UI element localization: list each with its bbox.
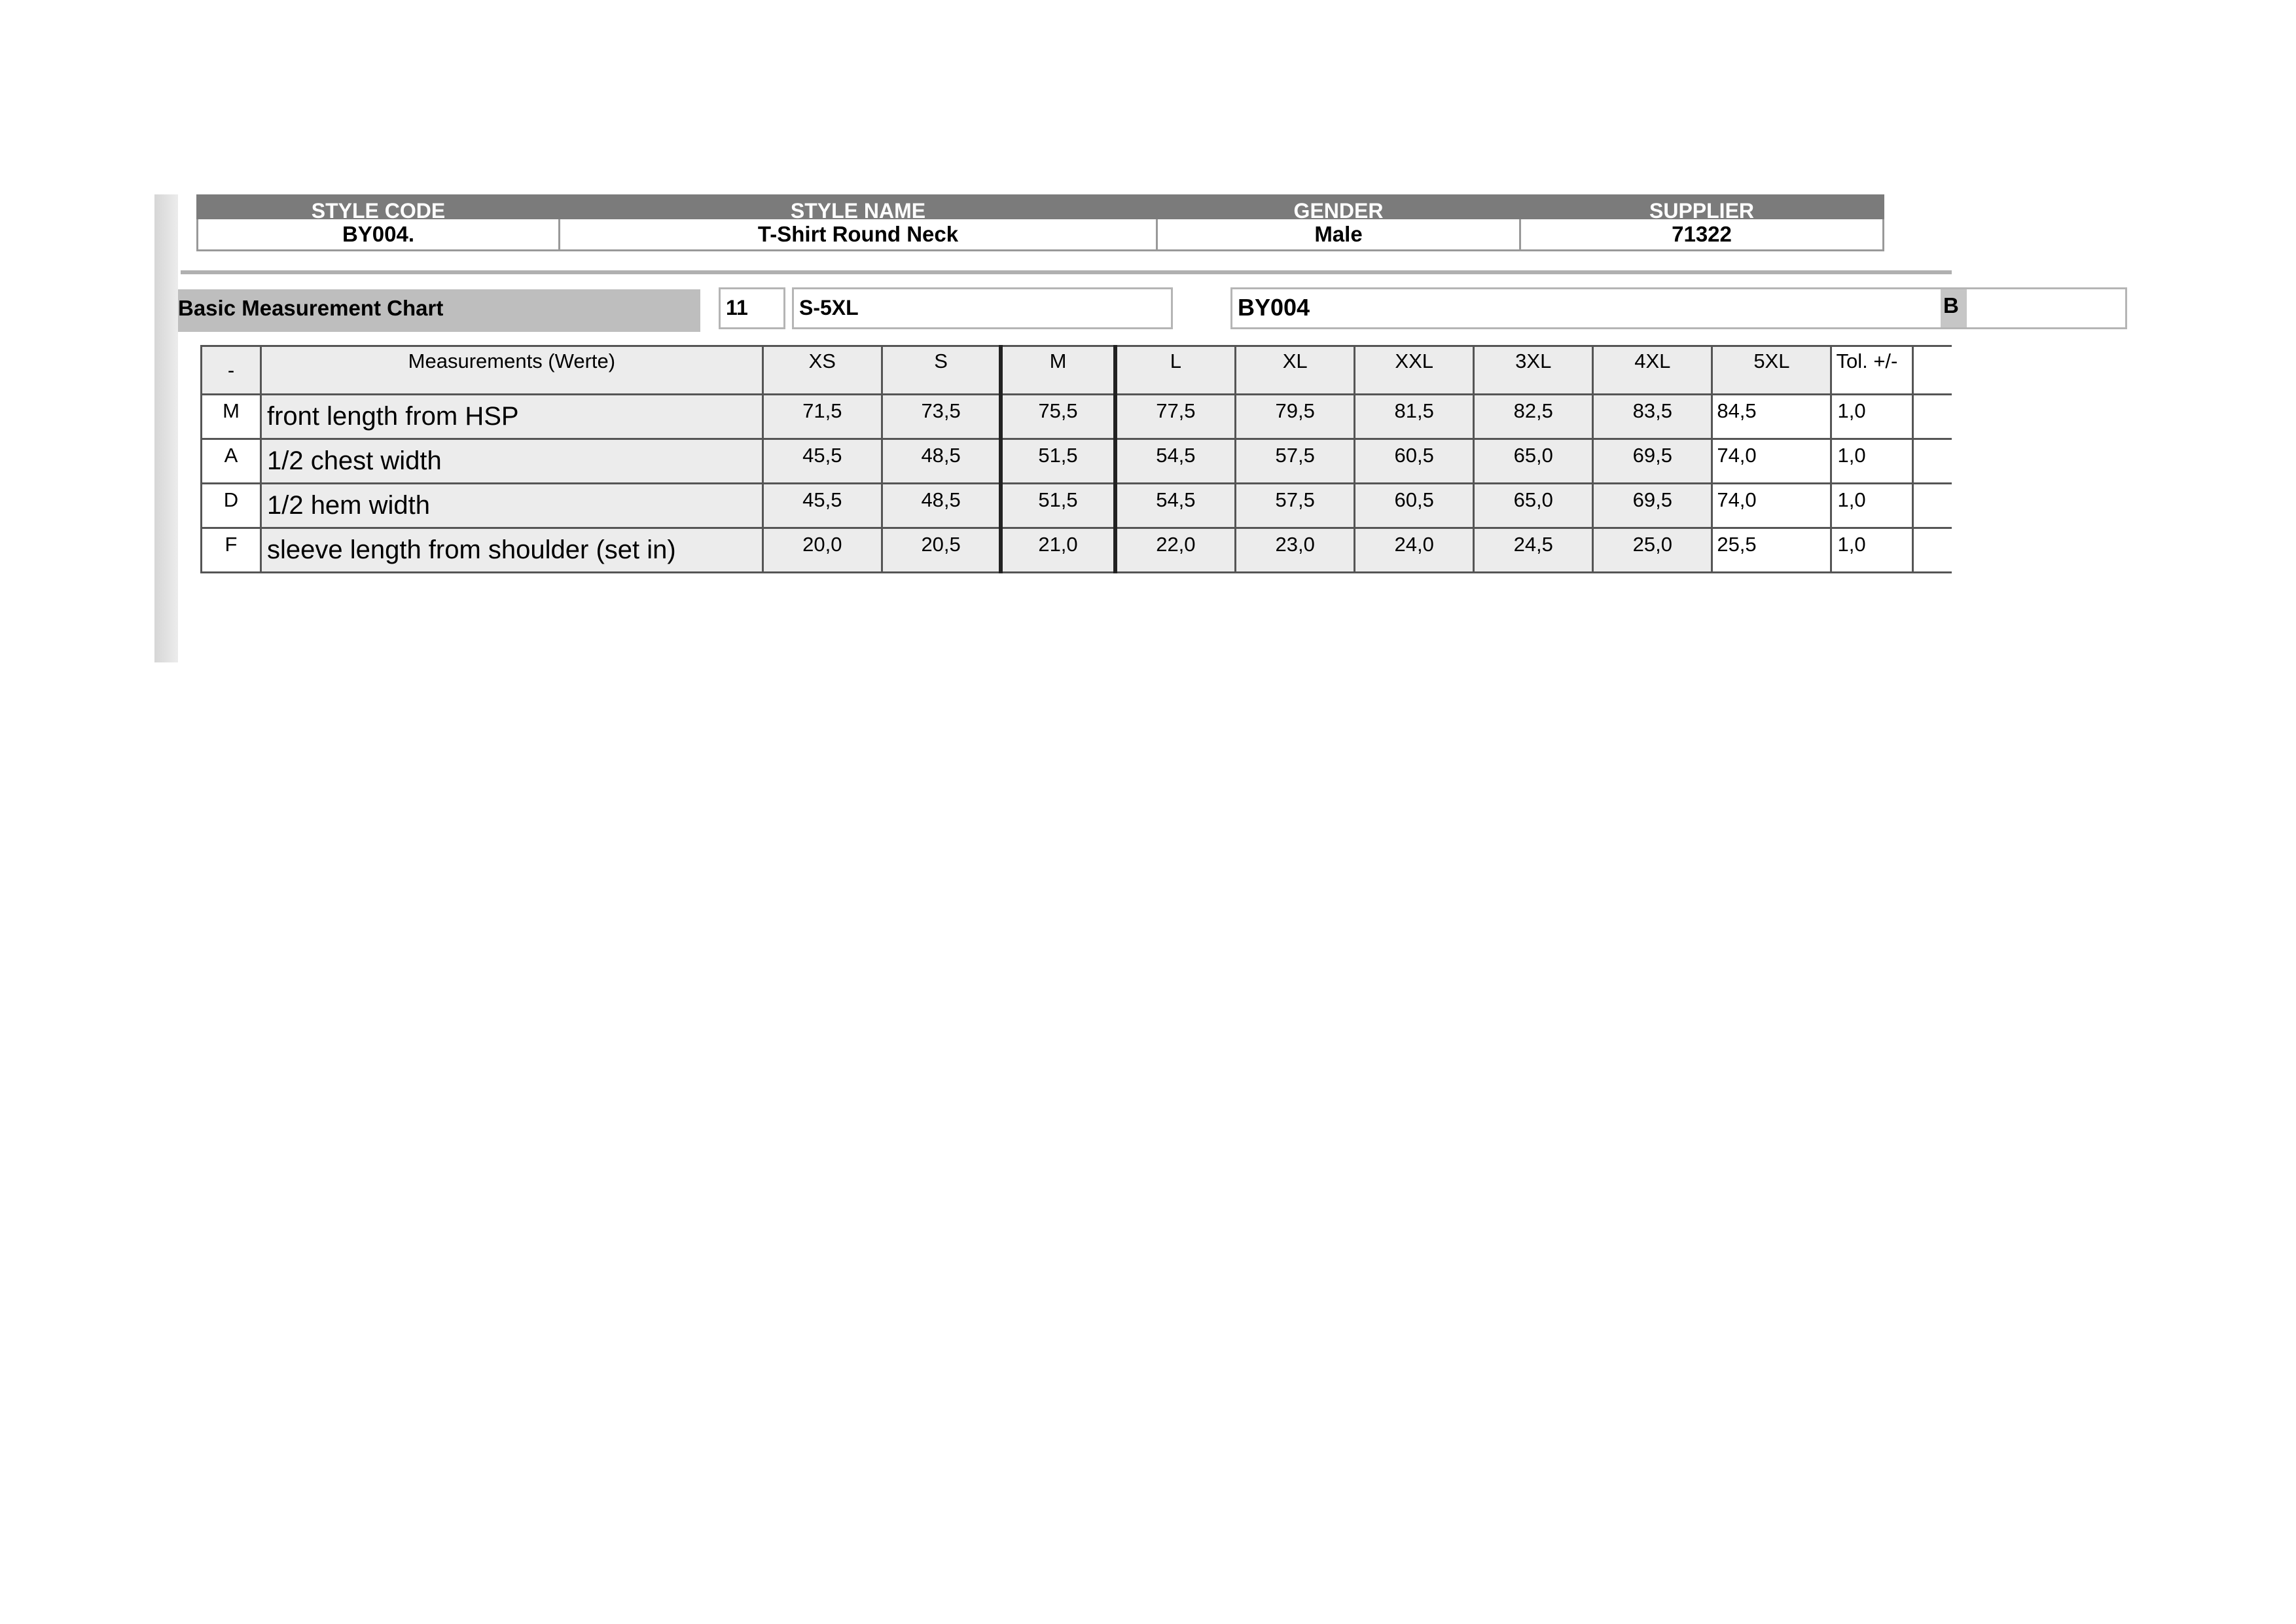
supplier-value[interactable]: 71322: [1520, 219, 1884, 251]
value-cell-xxl[interactable]: 24,0: [1355, 528, 1474, 573]
value-cell-xs[interactable]: 45,5: [762, 439, 882, 484]
measurement-row: [202, 395, 1952, 439]
style-code-value[interactable]: BY004.: [198, 219, 560, 251]
value-cell-xs[interactable]: 71,5: [762, 395, 882, 439]
style-code-field[interactable]: BY004: [1230, 287, 2127, 329]
cut-off-cell: [1913, 395, 1952, 439]
value-cell-xs[interactable]: 45,5: [762, 484, 882, 528]
point-code: D: [202, 484, 261, 528]
size-count-field[interactable]: 11: [719, 287, 785, 329]
gender-value[interactable]: Male: [1157, 219, 1520, 251]
point-code: A: [202, 439, 261, 484]
value-cell-xxl[interactable]: 60,5: [1355, 484, 1474, 528]
value-cell-xxl[interactable]: 60,5: [1355, 439, 1474, 484]
point-column-header: -: [202, 346, 261, 395]
tolerance-column-header: Tol. +/-: [1831, 346, 1913, 395]
value-cell-xxl[interactable]: 81,5: [1355, 395, 1474, 439]
size-header-xs: XS: [762, 346, 882, 395]
value-cell-xl[interactable]: 79,5: [1236, 395, 1355, 439]
value-cell-5xl[interactable]: 74,0: [1712, 439, 1831, 484]
header-label-supplier: SUPPLIER: [1520, 196, 1884, 219]
value-cell-3xl[interactable]: 24,5: [1474, 528, 1593, 573]
measurement-header-row: [202, 346, 1952, 395]
value-cell-5xl[interactable]: 84,5: [1712, 395, 1831, 439]
style-header-values: [198, 219, 1884, 251]
tolerance-cell[interactable]: 1,0: [1831, 528, 1913, 573]
value-cell-4xl[interactable]: 69,5: [1593, 484, 1712, 528]
value-cell-m[interactable]: 21,0: [1001, 528, 1115, 573]
measurement-table: [200, 345, 1952, 573]
size-header-5xl: 5XL: [1712, 346, 1831, 395]
cut-off-cell: [1913, 439, 1952, 484]
value-cell-xl[interactable]: 23,0: [1236, 528, 1355, 573]
size-header-m: M: [1001, 346, 1115, 395]
value-cell-m[interactable]: 51,5: [1001, 484, 1115, 528]
size-header-3xl: 3XL: [1474, 346, 1593, 395]
value-cell-l[interactable]: 77,5: [1115, 395, 1236, 439]
value-cell-s[interactable]: 73,5: [882, 395, 1001, 439]
value-cell-3xl[interactable]: 82,5: [1474, 395, 1593, 439]
header-label-style-name: STYLE NAME: [560, 196, 1157, 219]
size-header-xl: XL: [1236, 346, 1355, 395]
cut-off-cell: [1913, 528, 1952, 573]
size-range-field[interactable]: S-5XL: [792, 287, 1173, 329]
measurement-description: 1/2 chest width: [260, 439, 762, 484]
size-header-l: L: [1115, 346, 1236, 395]
measurement-row: [202, 528, 1952, 573]
value-cell-l[interactable]: 54,5: [1115, 484, 1236, 528]
value-cell-l[interactable]: 54,5: [1115, 439, 1236, 484]
value-cell-4xl[interactable]: 83,5: [1593, 395, 1712, 439]
value-cell-s[interactable]: 48,5: [882, 484, 1001, 528]
header-label-gender: GENDER: [1157, 196, 1520, 219]
measurement-description: sleeve length from shoulder (set in): [260, 528, 762, 573]
value-cell-5xl[interactable]: 74,0: [1712, 484, 1831, 528]
cut-off-column-label: B: [1941, 289, 1967, 327]
value-cell-xl[interactable]: 57,5: [1236, 484, 1355, 528]
value-cell-l[interactable]: 22,0: [1115, 528, 1236, 573]
value-cell-s[interactable]: 20,5: [882, 528, 1001, 573]
value-cell-m[interactable]: 75,5: [1001, 395, 1115, 439]
tolerance-cell[interactable]: 1,0: [1831, 395, 1913, 439]
chart-title: Basic Measurement Chart: [178, 289, 700, 332]
value-cell-3xl[interactable]: 65,0: [1474, 484, 1593, 528]
size-header-s: S: [882, 346, 1001, 395]
size-header-xxl: XXL: [1355, 346, 1474, 395]
value-cell-3xl[interactable]: 65,0: [1474, 439, 1593, 484]
style-name-value[interactable]: T-Shirt Round Neck: [560, 219, 1157, 251]
measurement-row: [202, 439, 1952, 484]
cut-off-cell: [1913, 484, 1952, 528]
value-cell-4xl[interactable]: 25,0: [1593, 528, 1712, 573]
tolerance-cell[interactable]: 1,0: [1831, 439, 1913, 484]
section-divider: [181, 270, 1952, 274]
value-cell-xs[interactable]: 20,0: [762, 528, 882, 573]
value-cell-s[interactable]: 48,5: [882, 439, 1001, 484]
value-cell-m[interactable]: 51,5: [1001, 439, 1115, 484]
measurement-description: front length from HSP: [260, 395, 762, 439]
point-code: M: [202, 395, 261, 439]
style-header-labels: [198, 196, 1884, 219]
cut-off-column: [1913, 346, 1952, 395]
measurement-row: [202, 484, 1952, 528]
measurement-description: 1/2 hem width: [260, 484, 762, 528]
spec-sheet: [178, 194, 1959, 662]
size-header-4xl: 4XL: [1593, 346, 1712, 395]
header-label-style-code: STYLE CODE: [198, 196, 560, 219]
value-cell-xl[interactable]: 57,5: [1236, 439, 1355, 484]
sheet-left-margin: [154, 194, 178, 662]
value-cell-4xl[interactable]: 69,5: [1593, 439, 1712, 484]
description-column-header: Measurements (Werte): [260, 346, 762, 395]
point-code: F: [202, 528, 261, 573]
style-header-table: [196, 194, 1884, 251]
tolerance-cell[interactable]: 1,0: [1831, 484, 1913, 528]
value-cell-5xl[interactable]: 25,5: [1712, 528, 1831, 573]
